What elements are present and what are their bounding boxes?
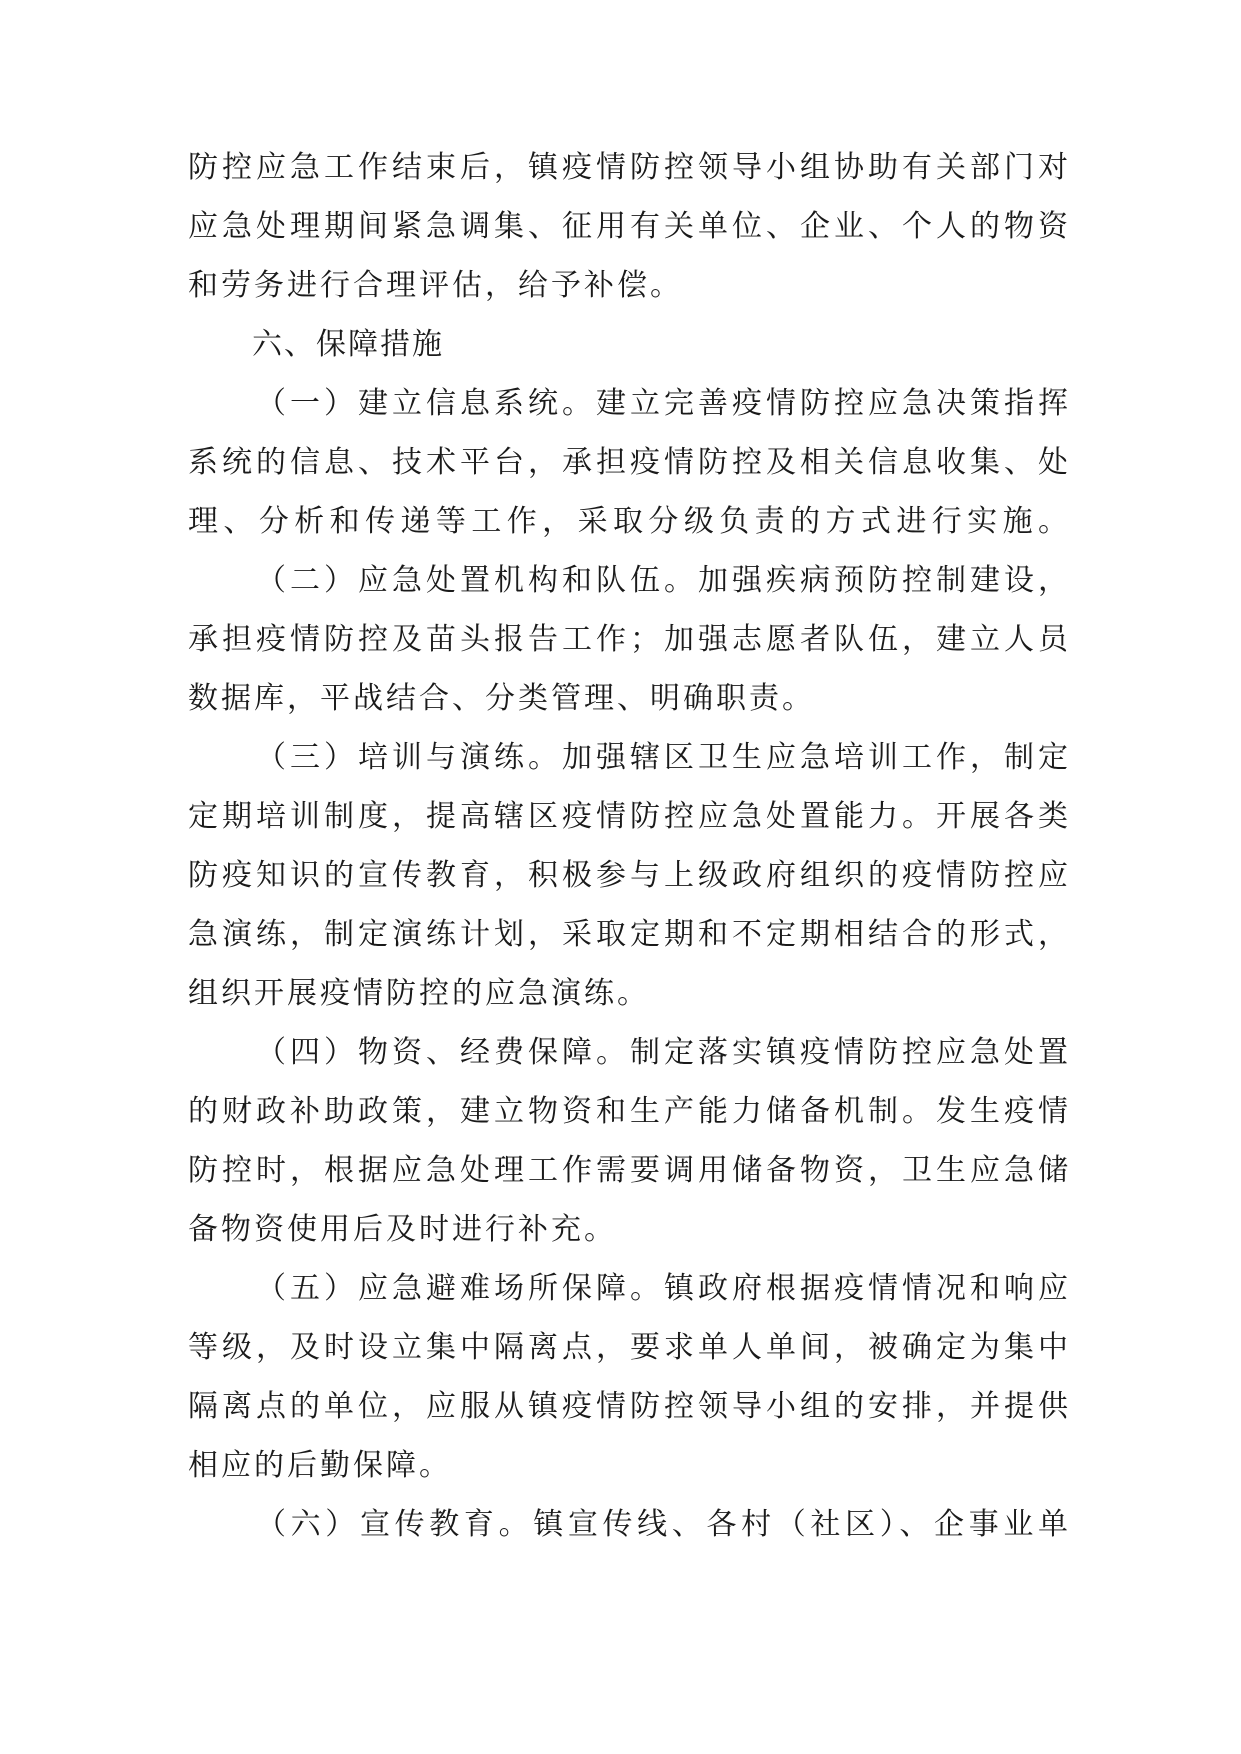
text-line: 理、分析和传递等工作，采取分级负责的方式进行实施。 xyxy=(188,504,1068,539)
text-line: 防控时，根据应急处理工作需要调用储备物资，卫生应急储 xyxy=(188,1153,1068,1188)
text-line: 防疫知识的宣传教育，积极参与上级政府组织的疫情防控应 xyxy=(188,858,1068,893)
text-line: （六）宣传教育。镇宣传线、各村（社区）、企事业单 xyxy=(256,1507,1068,1542)
text-line: 防控应急工作结束后，镇疫情防控领导小组协助有关部门对 xyxy=(188,150,1068,185)
text-line: 组织开展疫情防控的应急演练。 xyxy=(188,976,650,1011)
text-line: 定期培训制度，提高辖区疫情防控应急处置能力。开展各类 xyxy=(188,799,1068,834)
text-line: 急演练，制定演练计划，采取定期和不定期相结合的形式， xyxy=(188,917,1068,952)
text-line: 系统的信息、技术平台，承担疫情防控及相关信息收集、处 xyxy=(188,445,1068,480)
text-line: 等级，及时设立集中隔离点，要求单人单间，被确定为集中 xyxy=(188,1330,1068,1365)
text-line: 应急处理期间紧急调集、征用有关单位、企业、个人的物资 xyxy=(188,209,1068,244)
section-heading: 六、保障措施 xyxy=(252,327,444,362)
text-line: 隔离点的单位，应服从镇疫情防控领导小组的安排，并提供 xyxy=(188,1389,1068,1424)
text-line: 相应的后勤保障。 xyxy=(188,1448,452,1483)
text-line: 的财政补助政策，建立物资和生产能力储备机制。发生疫情 xyxy=(188,1094,1068,1129)
text-line: （四）物资、经费保障。制定落实镇疫情防控应急处置 xyxy=(256,1035,1068,1070)
text-line: （二）应急处置机构和队伍。加强疾病预防控制建设， xyxy=(256,563,1068,598)
text-line: （一）建立信息系统。建立完善疫情防控应急决策指挥 xyxy=(256,386,1068,421)
text-line: （五）应急避难场所保障。镇政府根据疫情情况和响应 xyxy=(256,1271,1068,1306)
text-line: 备物资使用后及时进行补充。 xyxy=(188,1212,617,1247)
text-line: 和劳务进行合理评估，给予补偿。 xyxy=(188,268,683,303)
text-line: 数据库，平战结合、分类管理、明确职责。 xyxy=(188,681,815,716)
text-line: 承担疫情防控及苗头报告工作；加强志愿者队伍，建立人员 xyxy=(188,622,1068,657)
text-line: （三）培训与演练。加强辖区卫生应急培训工作，制定 xyxy=(256,740,1068,775)
